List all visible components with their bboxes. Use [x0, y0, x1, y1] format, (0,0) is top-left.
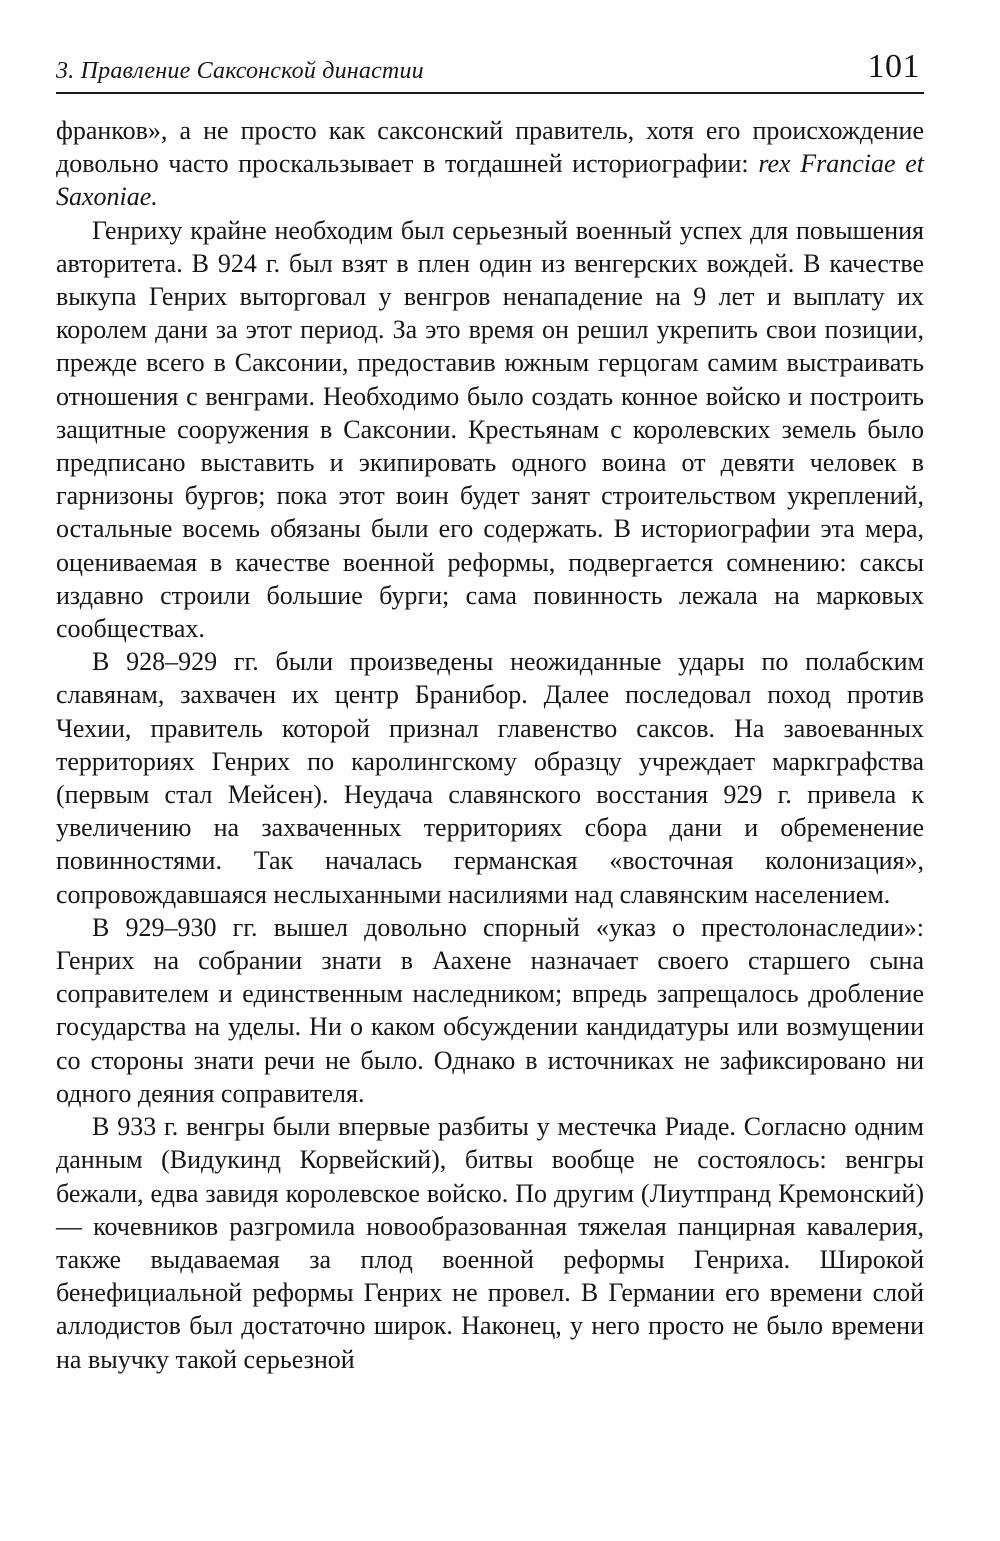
latin-phrase: rex Franciae et Saxoniae. [56, 149, 924, 212]
paragraph-3: В 928–929 гг. были произведены неожиданные удары по полабским славянам, захвачен их центр Бранибор. Далее последовал поход против Чехии, правитель которой признал главенство саксов. На завоеванных территориях Генрих по каролингскому образцу учреждает маркграфства (первым стал Мейсен). Неудача славянского восстания 929 г. привела к увеличению на захваченных территориях сбора дани и обременение повинностями. Так началась германская «восточная колонизация», сопровождавшаяся неслыханными насилиями над славянским населением. [56, 647, 924, 909]
page-number: 101 [867, 48, 920, 85]
running-title: 3. Правление Саксонской династии [56, 58, 424, 84]
body-text [56, 114, 924, 1376]
running-header [56, 38, 924, 94]
paragraph-1 [56, 114, 924, 214]
paragraph-1-text: франков», а не просто как саксонский правитель, хотя его происхождение довольно часто проскальзывает в тогдашней историографии: [56, 116, 924, 179]
paragraph-5: В 933 г. венгры были впервые разбиты у местечка Риаде. Согласно одним данным (Видукинд Корвейский), битвы вообще не состоялось: венгры бежали, едва завидя королевское войско. По другим (Лиутпранд Кремонский) — кочевников разгромила новообразованная тяжелая панцирная кавалерия, также выдаваемая за плод военной реформы Генриха. Широкой бенефициальной реформы Генрих не провел. В Германии его времени слой аллодистов был достаточно широк. Наконец, у него просто не было времени на выучку такой серьезной [56, 1112, 924, 1374]
paragraph-4: В 929–930 гг. вышел довольно спорный «указ о престолонаследии»: Генрих на собрании знати в Аахене назначает своего старшего сына соправителем и единственным наследником; впредь запрещалось дробление государства на уделы. Ни о каком обсуждении кандидатуры или возмущении со стороны знати речи не было. Однако в источниках не зафиксировано ни одного деяния соправителя. [56, 912, 924, 1108]
paragraph-2: Генриху крайне необходим был серьезный военный успех для повышения авторитета. В 924 г. был взят в плен один из венгерских вождей. В качестве выкупа Генрих выторговал у венгров ненападение на 9 лет и выплату их королем дани за этот период. За это время он решил укрепить свои позиции, прежде всего в Саксонии, предоставив южным герцогам самим выстраивать отношения с венграми. Необходимо было создать конное войско и построить защитные сооружения в Саксонии. Крестьянам с королевских земель было предписано выставить и экипировать одного воина от девяти человек в гарнизоны бургов; пока этот воин будет занят строительством укреплений, остальные восемь обязаны были его содержать. В историографии эта мера, оцениваемая в качестве военной реформы, подвергается сомнению: саксы издавно строили большие бурги; сама повинность лежала на марковых сообществах. [56, 215, 924, 644]
book-page [56, 38, 924, 1376]
